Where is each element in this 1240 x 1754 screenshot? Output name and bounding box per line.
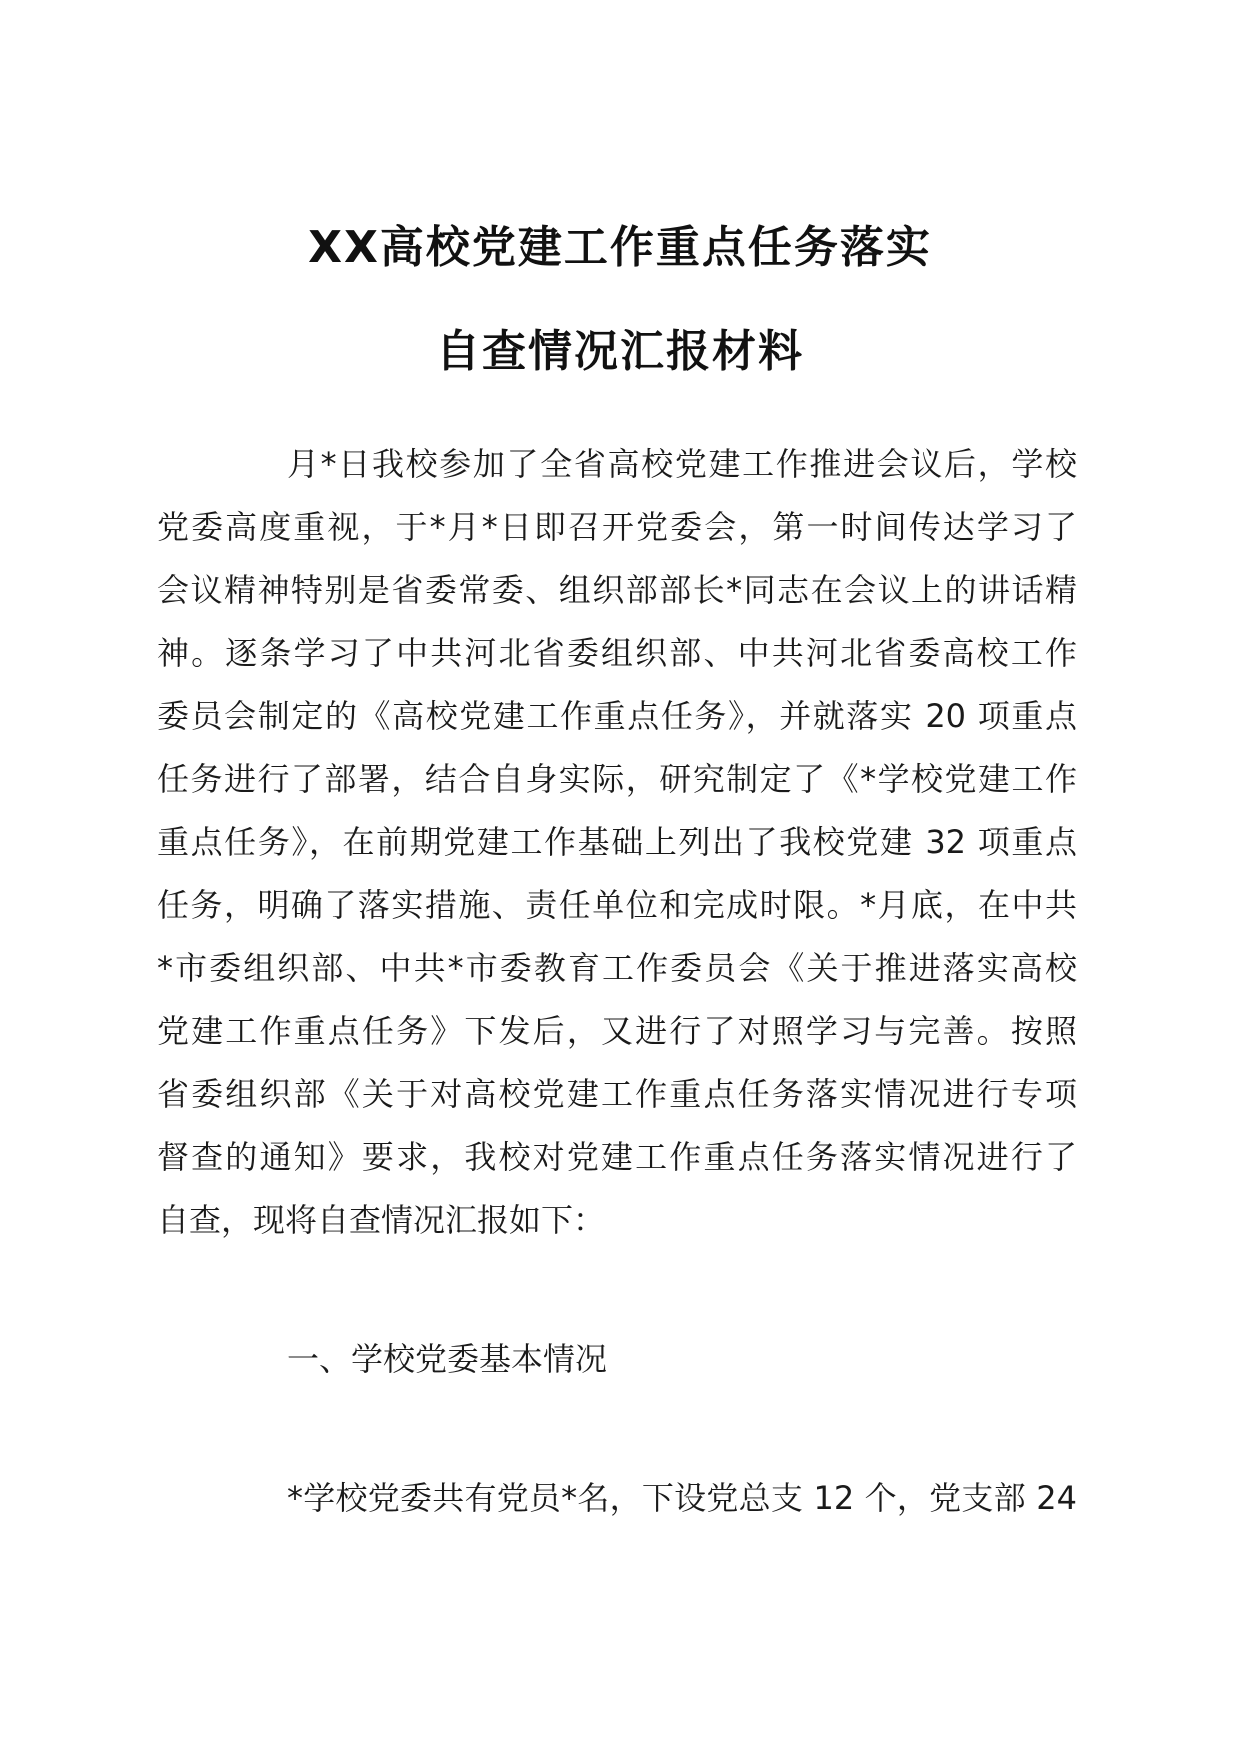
paragraph-1-line: 月*日我校参加了全省高校党建工作推进会议后，学校 (287, 445, 1077, 483)
paragraph-1-line: 神。逐条学习了中共河北省委组织部、中共河北省委高校工作 (157, 634, 1077, 672)
paragraph-1-line: 党委高度重视，于*月*日即召开党委会，第一时间传达学习了 (157, 508, 1077, 546)
paragraph-1-line: 自查，现将自查情况汇报如下： (157, 1201, 606, 1239)
document-title-line-1: XX高校党建工作重点任务落实 (308, 222, 932, 273)
paragraph-1-line: 委员会制定的《高校党建工作重点任务》，并就落实 20 项重点 (157, 697, 1077, 735)
section-heading: 一、学校党委基本情况 (287, 1340, 608, 1378)
paragraph-1-line: 任务进行了部署，结合自身实际，研究制定了《*学校党建工作 (157, 760, 1077, 798)
paragraph-1-line: 省委组织部《关于对高校党建工作重点任务落实情况进行专项 (157, 1075, 1077, 1113)
document-title-line-2: 自查情况汇报材料 (436, 326, 804, 377)
paragraph-1-line: 会议精神特别是省委常委、组织部部长*同志在会议上的讲话精 (157, 571, 1077, 609)
paragraph-1-line: 任务，明确了落实措施、责任单位和完成时限。*月底，在中共 (157, 886, 1077, 924)
paragraph-1-line: *市委组织部、中共*市委教育工作委员会《关于推进落实高校 (157, 949, 1077, 987)
paragraph-1-line: 督查的通知》要求，我校对党建工作重点任务落实情况进行了 (157, 1138, 1077, 1176)
paragraph-1-line: 党建工作重点任务》下发后，又进行了对照学习与完善。按照 (157, 1012, 1077, 1050)
paragraph-1-line: 重点任务》，在前期党建工作基础上列出了我校党建 32 项重点 (157, 823, 1077, 861)
paragraph-2-line: *学校党委共有党员*名，下设党总支 12 个，党支部 24 (287, 1479, 1077, 1517)
